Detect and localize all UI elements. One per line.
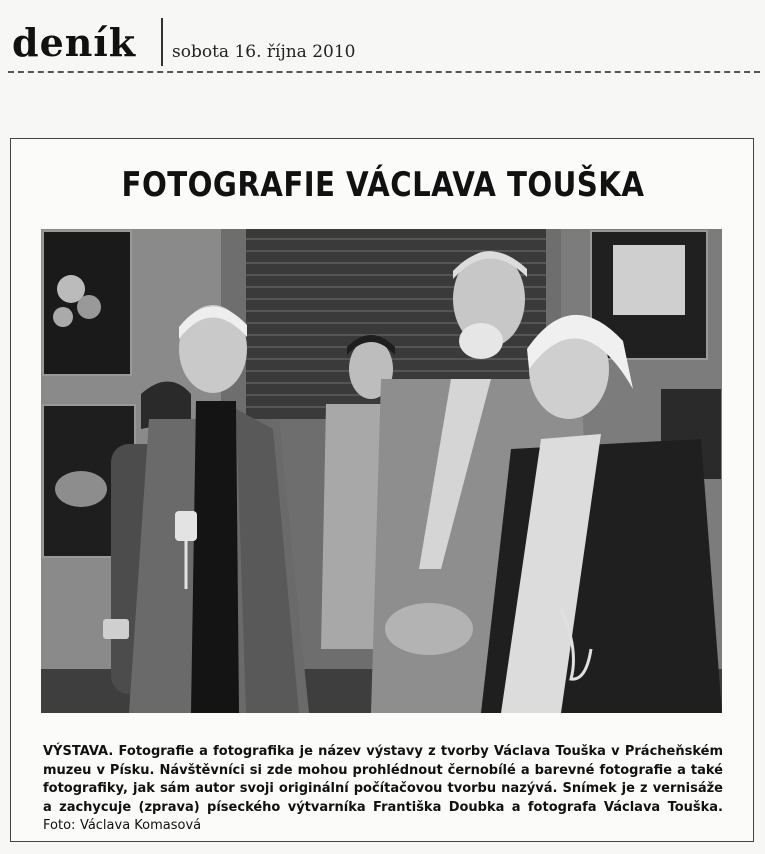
- dashed-rule: [8, 71, 760, 73]
- article-headline: FOTOGRAFIE VÁCLAVA TOUŠKA: [121, 165, 645, 205]
- photo-credit-name: Václava Komasová: [79, 818, 202, 833]
- newspaper-logo: deník: [12, 20, 137, 65]
- exhibition-photo: [41, 229, 722, 713]
- caption-lead: VÝSTAVA.: [43, 744, 114, 759]
- photo-caption: [43, 743, 723, 836]
- caption-body: Fotografie a fotografika je název výstavy z tvorby Václava Touška v Prácheňském muzeu v Písku. Návštěvníci si zde mohou prohlédnout černobílé a barevné fotografie a také fotografiky, jak sám autor svoji originální počítačovou tvorbu nazývá. Snímek je z vernisáže a zachycuje (zprava) píseckého výtvarníka Františka Doubka a fotografa Václava Touška.: [43, 744, 723, 815]
- photo-credit-label: Foto:: [43, 818, 76, 833]
- masthead-divider: [161, 18, 163, 66]
- masthead: [0, 0, 765, 80]
- issue-date: sobota 16. října 2010: [172, 42, 356, 62]
- article-clipping: [10, 138, 754, 842]
